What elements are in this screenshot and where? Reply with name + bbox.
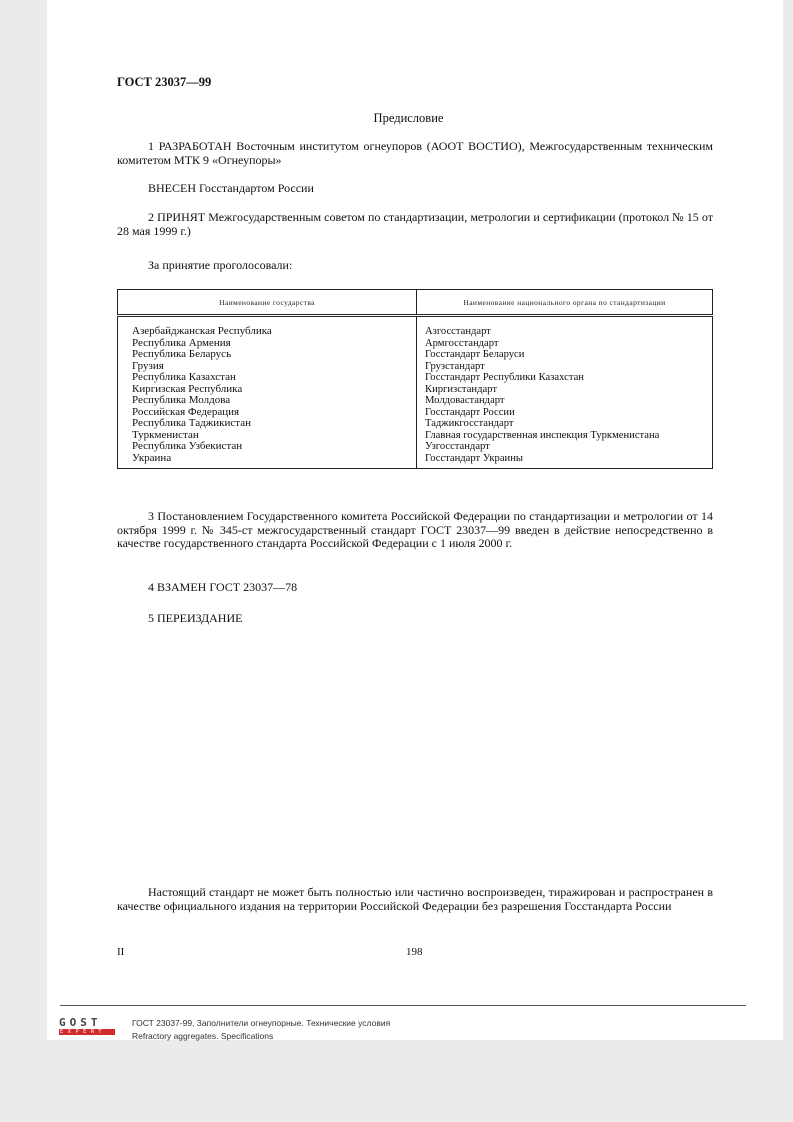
table-row bbox=[118, 441, 713, 453]
footer-divider bbox=[60, 1005, 746, 1006]
standards-body-cell: Таджикгосстандарт bbox=[417, 418, 713, 430]
state-name-cell: Республика Казахстан bbox=[118, 372, 417, 384]
logo-text-top: GOST bbox=[59, 1016, 102, 1029]
paragraph-adopted: 2 ПРИНЯТ Межгосударственным советом по стандартизации, метрологии и сертификации (протокол № 15 от 28 мая 1999 г.) bbox=[117, 210, 713, 238]
state-name-cell: Азербайджанская Республика bbox=[118, 316, 417, 338]
document-title-en: Refractory aggregates. Specifications bbox=[132, 1031, 274, 1041]
standards-body-cell: Госстандарт Республики Казахстан bbox=[417, 372, 713, 384]
standards-body-cell: Молдовастандарт bbox=[417, 395, 713, 407]
paragraph-reissue: 5 ПЕРЕИЗДАНИЕ bbox=[148, 611, 243, 625]
paragraph-copyright: Настоящий стандарт не может быть полностью или частично воспроизведен, тиражирован и распространен в качестве официального издания на территории Российской Федерации без разрешения Госстандарта России bbox=[117, 885, 713, 913]
state-name-cell: Грузия bbox=[118, 361, 417, 373]
table-row bbox=[118, 349, 713, 361]
standards-body-cell: Госстандарт Украины bbox=[417, 453, 713, 469]
paragraph-resolution: 3 Постановлением Государственного комитета Российской Федерации по стандартизации и метрологии от 14 октября 1999 г. № 345-ст межгосударственный стандарт ГОСТ 23037—99 введен в действие непосредственно в качестве государственного стандарта Российской Федерации с 1 июля 2000 г. bbox=[117, 509, 713, 550]
table-header-state: Наименование государства bbox=[118, 290, 417, 316]
state-name-cell: Республика Армения bbox=[118, 338, 417, 350]
gost-expert-logo[interactable] bbox=[59, 1017, 115, 1035]
paragraph-developed: 1 РАЗРАБОТАН Восточным институтом огнеупоров (АООТ ВОСТИО), Межгосударственным техническим комитетом МТК 9 «Огнеупоры» bbox=[117, 139, 713, 167]
document-code-header: ГОСТ 23037—99 bbox=[117, 75, 212, 89]
table-row bbox=[118, 316, 713, 338]
standards-body-cell: Главная государственная инспекция Туркменистана bbox=[417, 430, 713, 442]
state-name-cell: Российская Федерация bbox=[118, 407, 417, 419]
standards-body-cell: Узгосстандарт bbox=[417, 441, 713, 453]
paragraph-introduced: ВНЕСЕН Госстандартом России bbox=[148, 181, 314, 195]
table-body bbox=[118, 316, 713, 469]
state-name-cell: Киргизская Республика bbox=[118, 384, 417, 396]
table-header-body: Наименование национального органа по стандартизации bbox=[417, 290, 713, 316]
standards-body-cell: Армгосстандарт bbox=[417, 338, 713, 350]
document-title-ru: ГОСТ 23037-99, Заполнители огнеупорные. Технические условия bbox=[132, 1018, 391, 1028]
state-name-cell: Республика Таджикистан bbox=[118, 418, 417, 430]
table-row bbox=[118, 395, 713, 407]
table-row bbox=[118, 372, 713, 384]
standards-body-cell: Госстандарт России bbox=[417, 407, 713, 419]
state-name-cell: Туркменистан bbox=[118, 430, 417, 442]
state-name-cell: Украина bbox=[118, 453, 417, 469]
state-name-cell: Республика Узбекистан bbox=[118, 441, 417, 453]
page-number: 198 bbox=[406, 946, 423, 958]
paragraph-voted: За принятие проголосовали: bbox=[148, 258, 293, 272]
voting-table bbox=[117, 289, 713, 469]
standards-body-cell: Грузстандарт bbox=[417, 361, 713, 373]
standards-body-cell: Азгосстандарт bbox=[417, 316, 713, 338]
table-row bbox=[118, 418, 713, 430]
table-row bbox=[118, 453, 713, 469]
page-section-number: II bbox=[117, 946, 125, 958]
paragraph-replaces: 4 ВЗАМЕН ГОСТ 23037—78 bbox=[148, 580, 298, 594]
standards-body-cell: Киргизстандарт bbox=[417, 384, 713, 396]
standards-body-cell: Госстандарт Беларуси bbox=[417, 349, 713, 361]
logo-text-bottom: EXPERT bbox=[59, 1029, 115, 1035]
state-name-cell: Республика Беларусь bbox=[118, 349, 417, 361]
state-name-cell: Республика Молдова bbox=[118, 395, 417, 407]
page-title: Предисловие bbox=[373, 111, 444, 125]
